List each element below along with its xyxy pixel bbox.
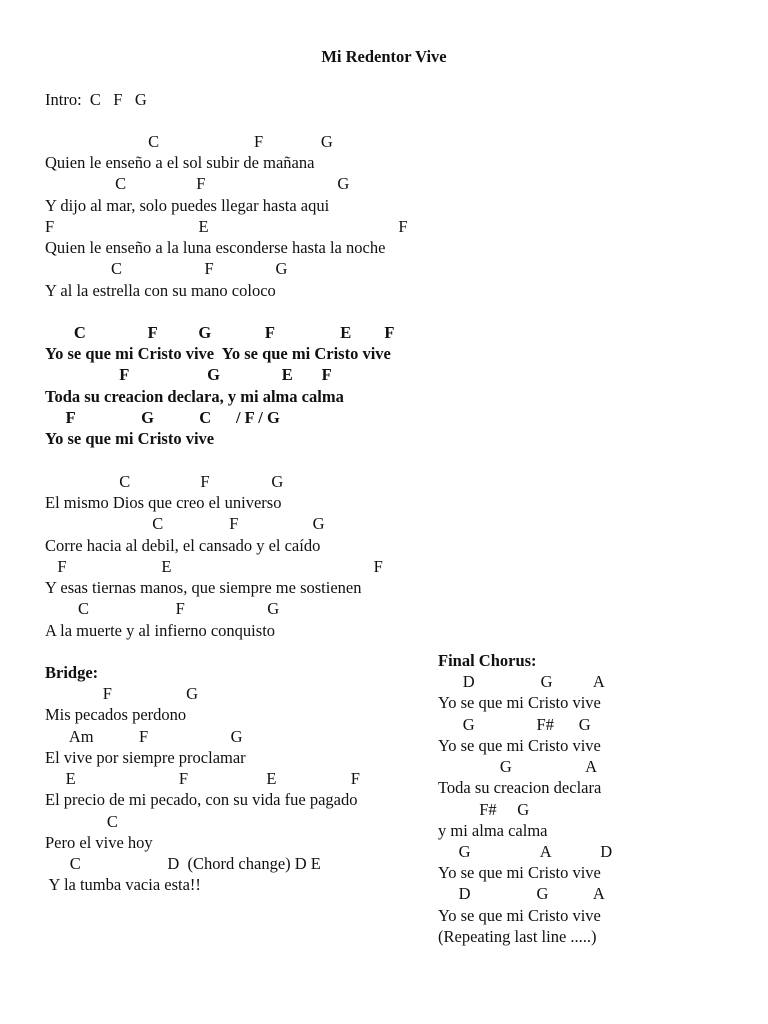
lyric-line: Pero el vive hoy <box>45 833 153 852</box>
chord-line: C D (Chord change) D E <box>45 854 321 873</box>
chord-line: E F E F <box>45 769 360 788</box>
lyric-line: A la muerte y al infierno conquisto <box>45 621 276 640</box>
chord-line: C F G <box>45 472 284 491</box>
lyric-line: Y al la estrella con su mano coloco <box>45 281 276 300</box>
lyric-line: Y la tumba vacia esta!! <box>45 875 201 894</box>
lyric-line: Quien le enseño a la luna esconderse hasta la noche <box>45 238 386 257</box>
chord-line: C F G <box>45 599 280 618</box>
chord-line: F G C / F / G <box>45 408 280 427</box>
lyric-line: Quien le enseño a el sol subir de mañana <box>45 153 315 172</box>
chord-line: F G E F <box>45 365 332 384</box>
lyric-line: El vive por siempre proclamar <box>45 748 246 767</box>
chord-line: Am F G <box>45 727 243 746</box>
chord-line: G A D <box>438 842 613 861</box>
lyric-line: El precio de mi pecado, con su vida fue pagado <box>45 790 358 809</box>
lyric-line: Toda su creacion declara <box>438 778 602 797</box>
chord-line: D G A <box>438 884 605 903</box>
chord-line: F# G <box>438 800 530 819</box>
lyric-line: Toda su creacion declara, y mi alma calma <box>45 387 344 406</box>
chord-line: G F# G <box>438 715 591 734</box>
lyric-line: Yo se que mi Cristo vive Yo se que mi Cristo vive <box>45 344 391 363</box>
lyric-line: Y esas tiernas manos, que siempre me sostienen <box>45 578 362 597</box>
lyric-line: Corre hacia al debil, el cansado y el caído <box>45 536 321 555</box>
lyric-line: Yo se que mi Cristo vive <box>45 429 215 448</box>
chord-line: F G <box>45 684 199 703</box>
lyric-line: Yo se que mi Cristo vive <box>438 693 601 712</box>
song-title: Mi Redentor Vive <box>321 47 447 66</box>
chord-line: C F G <box>45 132 333 151</box>
chord-line: F E F <box>45 557 383 576</box>
final-chorus-heading: Final Chorus: <box>438 651 537 670</box>
repeat-note: (Repeating last line .....) <box>438 927 597 946</box>
lyric-line: Yo se que mi Cristo vive <box>438 863 601 882</box>
chord-line: C <box>45 812 118 831</box>
bridge-heading: Bridge: <box>45 663 99 682</box>
intro-line: Intro: C F G <box>45 90 147 109</box>
chord-line: F E F <box>45 217 408 236</box>
chord-line: C F G <box>45 174 350 193</box>
chord-line: C F G F E F <box>45 323 395 342</box>
lyric-line: Y dijo al mar, solo puedes llegar hasta aqui <box>45 196 330 215</box>
lyric-line: Yo se que mi Cristo vive <box>438 736 601 755</box>
lyric-line: y mi alma calma <box>438 821 548 840</box>
chord-line: G A <box>438 757 598 776</box>
chord-line: C F G <box>45 514 325 533</box>
lyric-line: El mismo Dios que creo el universo <box>45 493 282 512</box>
chord-line: D G A <box>438 672 605 691</box>
lyric-line: Mis pecados perdono <box>45 705 187 724</box>
lyric-line: Yo se que mi Cristo vive <box>438 906 601 925</box>
chord-line: C F G <box>45 259 288 278</box>
